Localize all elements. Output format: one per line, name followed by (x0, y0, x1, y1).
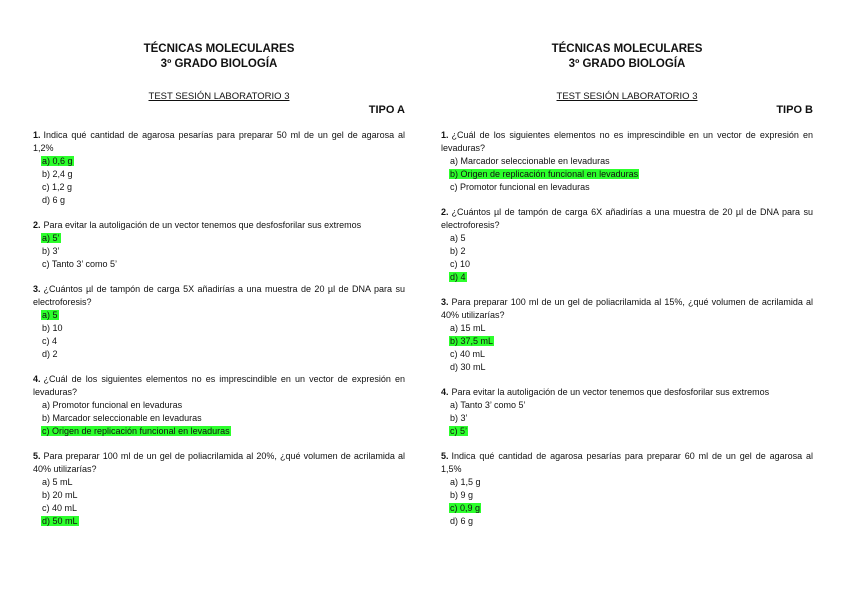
option-label: a) Promotor funcional en levaduras (42, 400, 183, 410)
answer-option (449, 399, 813, 412)
option-label: b) 3’ (42, 246, 60, 256)
option-label: b) 2,4 g (42, 169, 73, 179)
answer-option (449, 245, 813, 258)
answer-option (41, 502, 405, 515)
answer-option-correct (41, 515, 405, 528)
question-body: ¿Cuántos µl de tampón de carga 5X añadirías a una muestra de 20 µl de DNA para su electroforesis? (33, 284, 405, 307)
option-label: b) 2 (450, 246, 466, 256)
option-label: a) 5 mL (42, 477, 73, 487)
option-label: a) 5 (42, 310, 58, 320)
option-label: d) 4 (450, 272, 466, 282)
answer-option (41, 335, 405, 348)
test-type-label: TIPO B (776, 104, 813, 116)
option-list (441, 155, 813, 194)
question-text (33, 283, 405, 309)
answer-option (41, 399, 405, 412)
answer-option (41, 476, 405, 489)
test-type-label: TIPO A (368, 104, 405, 116)
option-label: b) Origen de replicación funcional en levaduras (450, 169, 639, 179)
question-body: Para evitar la autoligación de un vector tenemos que desfosforilar sus extremos (451, 387, 770, 397)
answer-option (449, 476, 813, 489)
answer-option (449, 348, 813, 361)
answer-option-correct (449, 425, 813, 438)
question-number: 2. (441, 207, 449, 217)
option-label: c) Origen de replicación funcional en levaduras (42, 426, 230, 436)
answer-option (449, 155, 813, 168)
option-label: d) 30 mL (450, 362, 486, 372)
option-label: a) Marcador seleccionable en levaduras (450, 156, 610, 166)
answer-option-correct (449, 502, 813, 515)
option-label: c) 10 (450, 259, 471, 269)
option-label: a) 5 (450, 233, 466, 243)
question-number: 4. (33, 374, 41, 384)
answer-option-correct (449, 271, 813, 284)
option-label: b) Marcador seleccionable en levaduras (42, 413, 202, 423)
option-list (33, 232, 405, 271)
test-column-tipo-b (441, 42, 813, 528)
option-label: b) 10 (42, 323, 63, 333)
option-label: b) 3’ (450, 413, 468, 423)
option-list (33, 155, 405, 207)
option-label: a) 5’ (42, 233, 60, 243)
answer-option (41, 412, 405, 425)
course-title: TÉCNICAS MOLECULARES (143, 43, 295, 55)
question-5 (33, 450, 405, 528)
question-4 (441, 386, 813, 438)
question-text (441, 296, 813, 322)
option-list (33, 309, 405, 361)
option-label: c) 4 (42, 336, 58, 346)
option-label: a) Tanto 3’ como 5’ (450, 400, 526, 410)
option-label: b) 37,5 mL (450, 336, 494, 346)
question-number: 5. (441, 451, 449, 461)
question-5 (441, 450, 813, 528)
option-list (33, 476, 405, 528)
answer-option (449, 412, 813, 425)
question-body: Para preparar 100 ml de un gel de poliacrilamida al 20%, ¿qué volumen de acrilamida al 40% utilizarías? (33, 451, 405, 474)
question-2 (441, 206, 813, 284)
question-number: 3. (33, 284, 41, 294)
question-3 (441, 296, 813, 374)
answer-option (449, 258, 813, 271)
option-label: d) 6 g (450, 516, 474, 526)
option-label: a) 0,6 g (42, 156, 73, 166)
question-1 (33, 129, 405, 207)
question-body: ¿Cuántos µl de tampón de carga 6X añadirías a una muestra de 20 µl de DNA para su electroforesis? (441, 207, 813, 230)
answer-option (41, 181, 405, 194)
option-label: c) 5’ (450, 426, 468, 436)
question-list (33, 129, 405, 528)
question-number: 1. (33, 130, 41, 140)
answer-option-correct (41, 232, 405, 245)
question-number: 5. (33, 451, 41, 461)
answer-option (41, 348, 405, 361)
answer-option (41, 245, 405, 258)
answer-option (449, 361, 813, 374)
answer-option (41, 168, 405, 181)
question-number: 4. (441, 387, 449, 397)
option-list (441, 232, 813, 284)
grade-title: 3º GRADO BIOLOGÍA (568, 58, 686, 70)
question-body: Para evitar la autoligación de un vector tenemos que desfosforilar sus extremos (43, 220, 362, 230)
question-text (33, 129, 405, 155)
question-body: Para preparar 100 ml de un gel de poliacrilamida al 15%, ¿qué volumen de acrilamida al 40% utilizarías? (441, 297, 813, 320)
question-text (441, 386, 813, 399)
answer-option (449, 322, 813, 335)
question-4 (33, 373, 405, 438)
question-list (441, 129, 813, 528)
answer-option (449, 489, 813, 502)
answer-option-correct (41, 425, 405, 438)
question-body: Indica qué cantidad de agarosa pesarías para preparar 60 ml de un gel de agarosa al 1,5% (441, 451, 813, 474)
question-number: 3. (441, 297, 449, 307)
test-column-tipo-a (33, 42, 405, 528)
question-number: 2. (33, 220, 41, 230)
option-label: b) 9 g (450, 490, 474, 500)
answer-option-correct (41, 155, 405, 168)
question-text (441, 450, 813, 476)
option-list (441, 399, 813, 438)
option-label: c) 0,9 g (450, 503, 481, 513)
answer-option-correct (41, 309, 405, 322)
answer-option (449, 232, 813, 245)
answer-option-correct (449, 168, 813, 181)
question-number: 1. (441, 130, 449, 140)
question-2 (33, 219, 405, 271)
answer-option-correct (449, 335, 813, 348)
question-text (441, 129, 813, 155)
option-label: c) 1,2 g (42, 182, 73, 192)
course-title: TÉCNICAS MOLECULARES (551, 43, 703, 55)
option-label: d) 50 mL (42, 516, 78, 526)
question-3 (33, 283, 405, 361)
answer-option (41, 489, 405, 502)
option-label: a) 15 mL (450, 323, 486, 333)
answer-option (41, 322, 405, 335)
question-body: Indica qué cantidad de agarosa pesarías para preparar 50 ml de un gel de agarosa al 1,2% (33, 130, 405, 153)
option-label: b) 20 mL (42, 490, 78, 500)
session-title: TEST SESIÓN LABORATORIO 3 (148, 91, 290, 102)
option-list (441, 476, 813, 528)
answer-option (41, 258, 405, 271)
answer-option (41, 194, 405, 207)
question-text (33, 450, 405, 476)
option-label: c) 40 mL (450, 349, 486, 359)
question-body: ¿Cuál de los siguientes elementos no es imprescindible en un vector de expresión en levaduras? (33, 374, 405, 397)
question-1 (441, 129, 813, 194)
session-title: TEST SESIÓN LABORATORIO 3 (556, 91, 698, 102)
option-list (441, 322, 813, 374)
option-label: c) Tanto 3’ como 5’ (42, 259, 118, 269)
option-label: c) Promotor funcional en levaduras (450, 182, 590, 192)
question-text (441, 206, 813, 232)
option-label: d) 6 g (42, 195, 66, 205)
option-label: a) 1,5 g (450, 477, 481, 487)
option-label: d) 2 (42, 349, 58, 359)
answer-option (449, 515, 813, 528)
grade-title: 3º GRADO BIOLOGÍA (160, 58, 278, 70)
answer-option (449, 181, 813, 194)
question-text (33, 219, 405, 232)
question-body: ¿Cuál de los siguientes elementos no es imprescindible en un vector de expresión en levaduras? (441, 130, 813, 153)
question-text (33, 373, 405, 399)
option-label: c) 40 mL (42, 503, 78, 513)
option-list (33, 399, 405, 438)
